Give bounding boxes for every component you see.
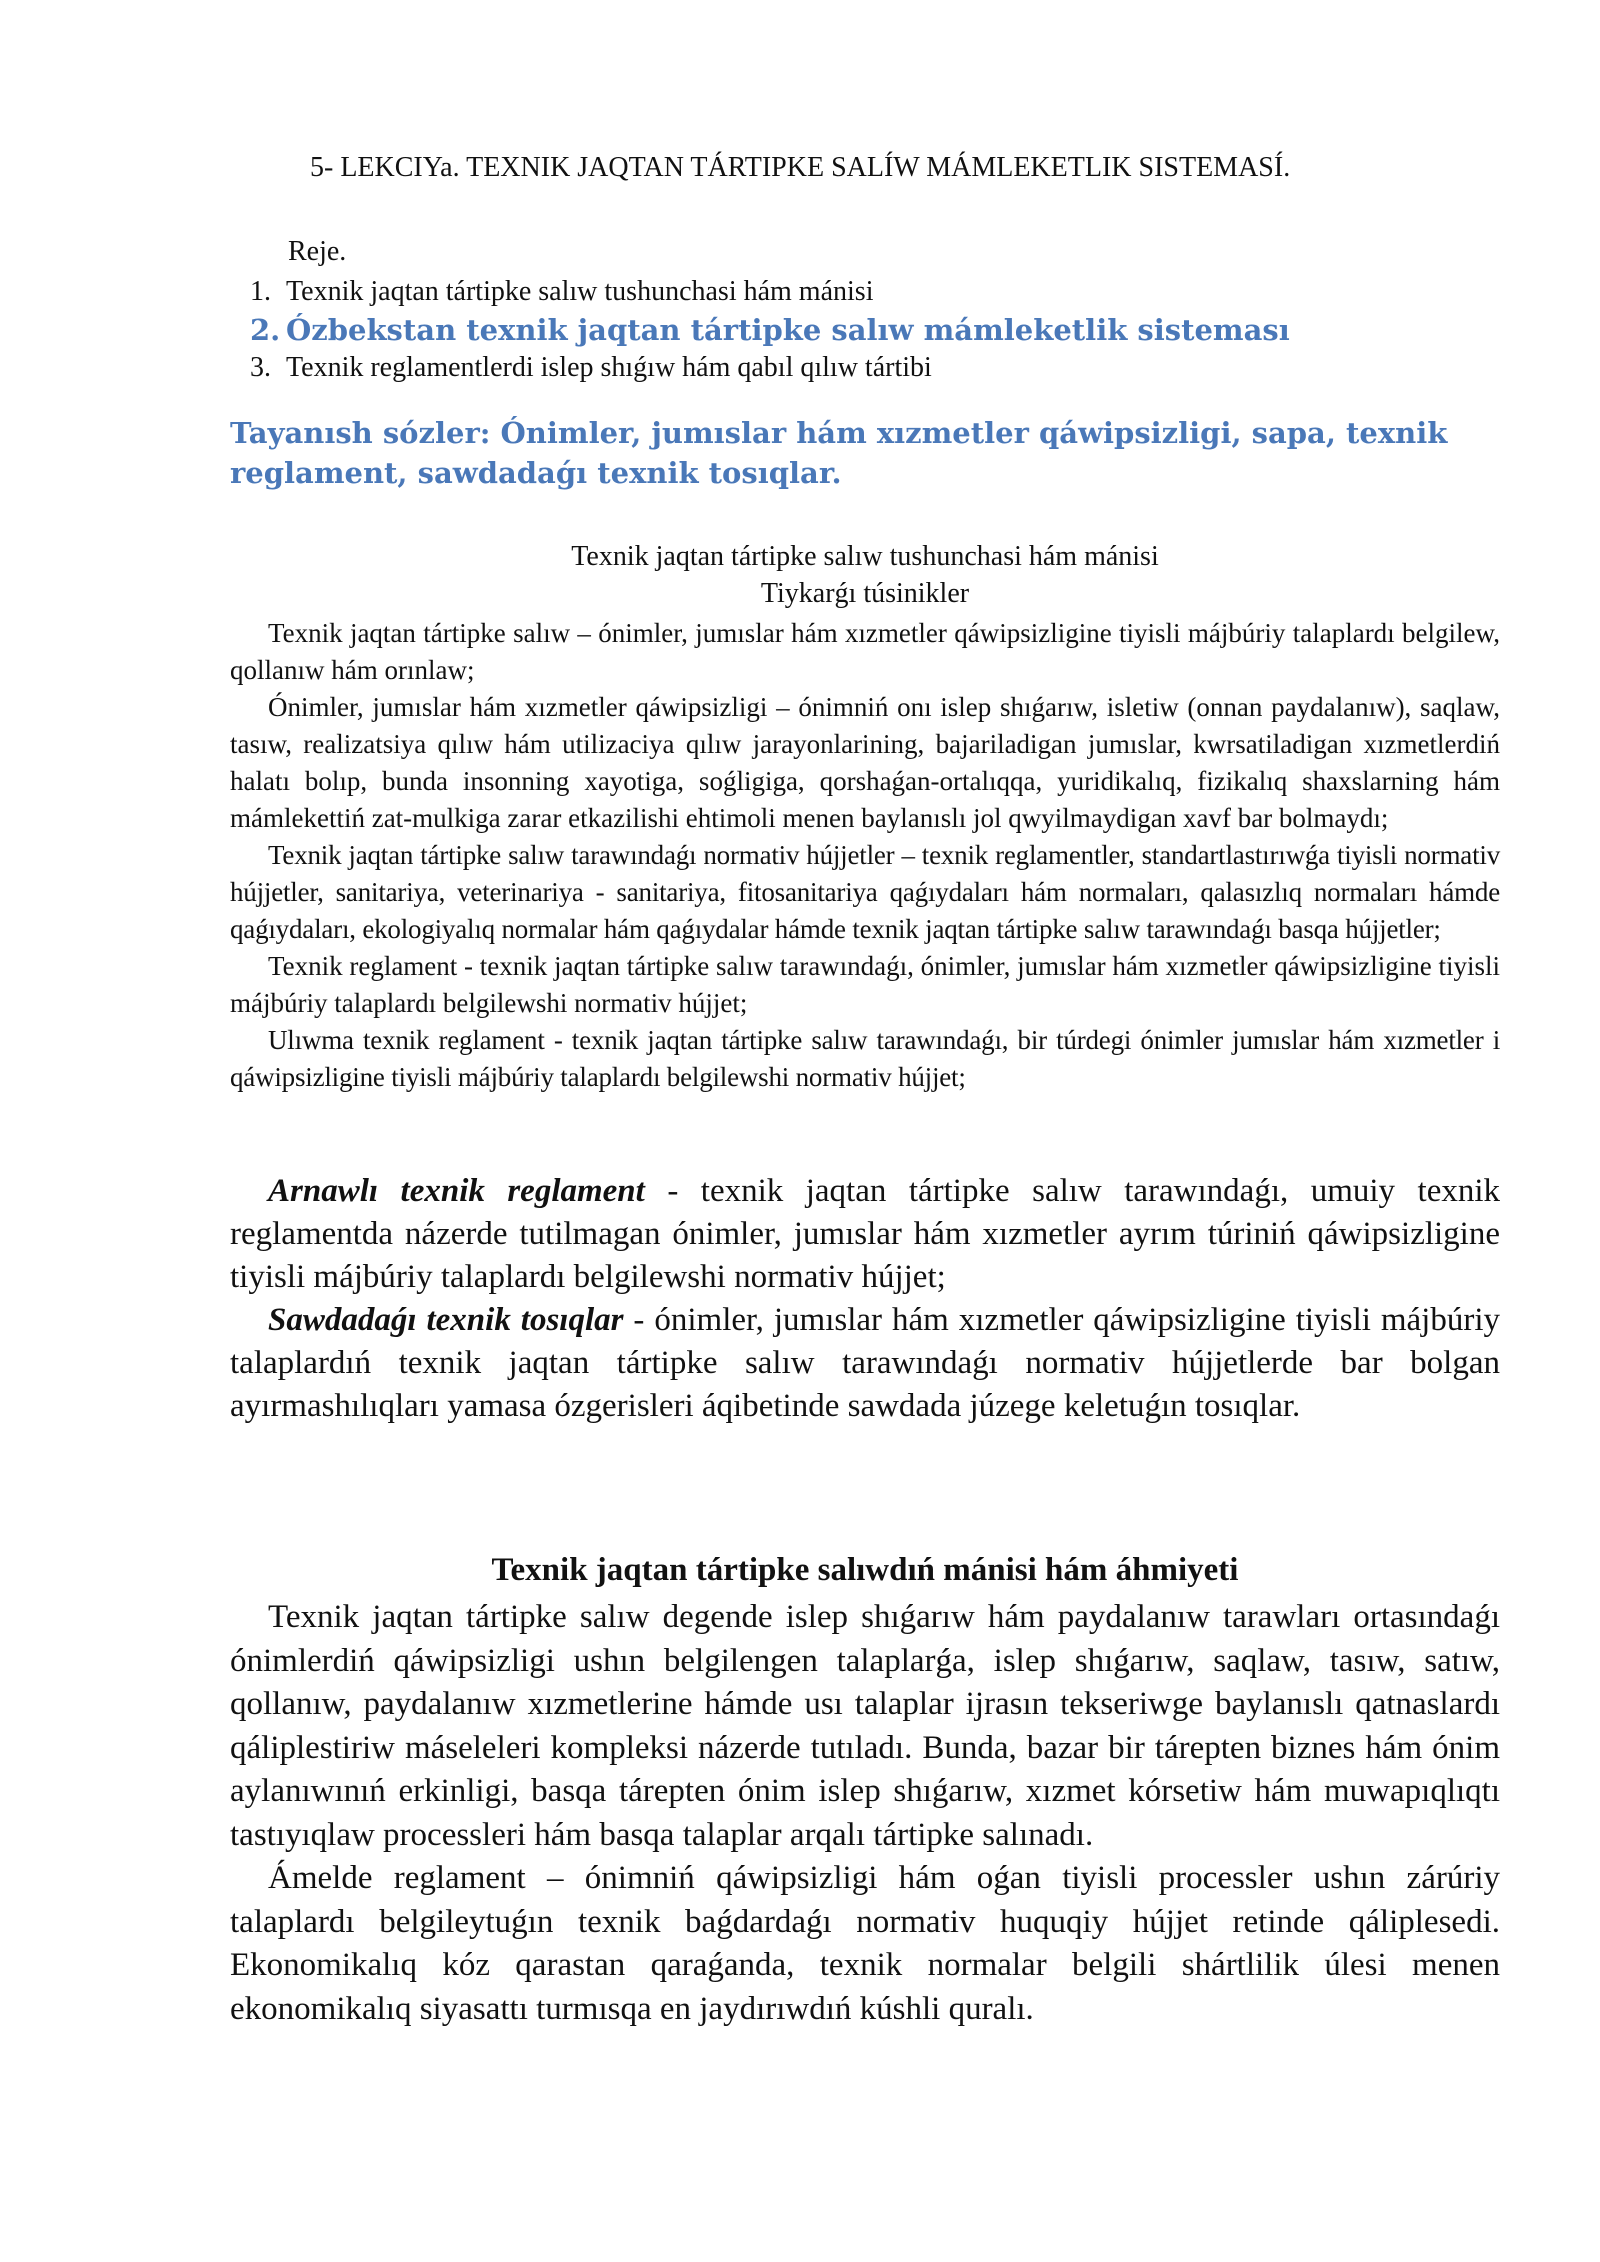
lecture-title: 5- LEKCIYa. TEXNIK JAQTAN TÁRTIPKE SALÍW MÁMLEKETLIK SISTEMASÍ. xyxy=(310,152,1291,183)
section-1-subtitle: Tiykarǵı túsinikler xyxy=(760,578,970,609)
definitions-small-text xyxy=(230,615,1500,1096)
plan-item xyxy=(250,349,1290,387)
plan-list xyxy=(250,273,1290,387)
definition-paragraph: Texnik jaqtan tártipke salıw tarawındaǵı normativ hújjetler – texnik reglamentler, standartlastırıwǵa tiyisli normativ hújjetler, sanitariya, veterinariya - sanitariya, fitosanitariya qaǵıydaları hám normaları, qalasızlıq normaları hámde qaǵıydaları, ekologiyalıq normalar hám qaǵıydalar hámde texnik jaqtan tártipke salıw tarawındaǵı basqa hújjetler; xyxy=(230,840,1500,944)
section-2-body xyxy=(230,1596,1500,2031)
definition-term: Arnawlı texnik reglament xyxy=(268,1173,645,1209)
definition-paragraph xyxy=(230,1299,1500,1428)
plan-item-highlighted xyxy=(250,311,1290,349)
plan-item xyxy=(250,273,1290,311)
plan-item-text: Ózbekstan texnik jaqtan tártipke salıw mámleketlik sisteması xyxy=(286,313,1290,347)
plan-item-number: 2. xyxy=(250,313,281,347)
plan-item-text: Texnik reglamentlerdi islep shıǵıw hám qabıl qılıw tártibi xyxy=(286,352,932,383)
definition-term: Sawdadaǵı texnik tosıqlar xyxy=(268,1302,624,1338)
definitions-large-text xyxy=(230,1170,1500,1428)
definition-paragraph: Ónimler, jumıslar hám xızmetler qáwipsizligi – ónimniń onı islep shıǵarıw, isletiw (onnan paydalanıw), saqlaw, tasıw, realizatsiya qılıw hám utilizaciya qılıw jarayonlarining, bajariladigan jumıslar, kwrsatiladigan xızmetlerdiń halatı bolıp, bunda insonning xayotiga, soǵligiga, qorshaǵan-ortalıqqa, yuridikalıq, fizikalıq shaxslarning hám mámlekettiń zat-mulkiga zarar etkazilishi ehtimoli menen baylanıslı jol qwyilmaydigan xavf bar bolmaydı; xyxy=(230,692,1500,833)
definition-paragraph: Texnik jaqtan tártipke salıw – ónimler, jumıslar hám xızmetler qáwipsizligine tiyisli májbúriy talaplardı belgilew, qollanıw hám orınlaw; xyxy=(230,618,1500,685)
plan-item-number: 1. xyxy=(250,276,271,307)
definition-text: - texnik jaqtan tártipke salıw tarawındaǵı, umuiy texnik reglamentda názerde tutilmagan ónimler, jumıslar hám xızmetler ayrım túriniń qáwipsizligine tiyisli májbúriy talaplardı belgilewshi normativ hújjet; xyxy=(230,1173,1501,1295)
definition-paragraph: Ulıwma texnik reglament - texnik jaqtan tártipke salıw tarawındaǵı, bir túrdegi ónimler jumıslar hám xızmetler i qáwipsizligine tiyisli májbúriy talaplardı belgilewshi normativ hújjet; xyxy=(230,1025,1500,1092)
plan-item-number: 3. xyxy=(250,352,271,383)
plan-item-text: Texnik jaqtan tártipke salıw tushunchasi hám mánisi xyxy=(286,276,874,307)
body-paragraph: Ámelde reglament – ónimniń qáwipsizligi hám oǵan tiyisli processler ushın zárúriy talaplardı belgileytuǵın texnik baǵdardaǵı normativ huquqiy hújjet retinde qáliplesedi. Ekonomikalıq kóz qarastan qaraǵanda, texnik normalar belgili shártlilik úlesi menen ekonomikalıq siyasattı turmısqa en jaydırıwdıń kúshli quralı. xyxy=(230,1860,1500,2027)
body-paragraph: Texnik jaqtan tártipke salıw degende islep shıǵarıw hám paydalanıw tarawları ortasındaǵı ónimlerdiń qáwipsizligi ushın belgilengen talaplarǵa, islep shıǵarıw, saqlaw, tasıw, satıw, qollanıw, paydalanıw xızmetlerine hámde usı talaplar ijrasın tekseriwge baylanıslı qatnaslardı qáliplestiriw máseleleri kompleksi názerde tutıladı. Bunda, bazar bir tárepten biznes hám ónim aylanıwınıń erkinligi, basqa tárepten ónim islep shıǵarıw, xızmet kórsetiw hám muwapıqlıqtı tastıyıqlaw processleri hám basqa talaplar arqalı tártipke salınadı. xyxy=(230,1599,1500,1853)
section-1-title: Texnik jaqtan tártipke salıw tushunchasi hám mánisi xyxy=(571,541,1159,572)
definition-text: - ónimler, jumıslar hám xızmetler qáwipsizligine tiyisli májbúriy talaplardıń texnik jaqtan tártipke salıw tarawındaǵı normativ hújjetlerde bar bolgan ayırmashılıqları yamasa ózgerisleri áqibetinde sawdada júzege keletuǵın tosıqlar. xyxy=(230,1302,1500,1424)
plan-label: Reje. xyxy=(288,236,347,267)
definition-paragraph xyxy=(230,1170,1500,1299)
section-2-title: Texnik jaqtan tártipke salıwdıń mánisi hám áhmiyeti xyxy=(491,1552,1239,1588)
keywords-paragraph: Tayanısh sózler: Ónimler, jumıslar hám xızmetler qáwipsizligi, sapa, texnik reglament, sawdadaǵı texnik tosıqlar. xyxy=(230,416,1448,490)
definition-paragraph: Texnik reglament - texnik jaqtan tártipke salıw tarawındaǵı, ónimler, jumıslar hám xızmetler qáwipsizligine tiyisli májbúriy talaplardı belgilewshi normativ hújjet; xyxy=(230,951,1500,1018)
